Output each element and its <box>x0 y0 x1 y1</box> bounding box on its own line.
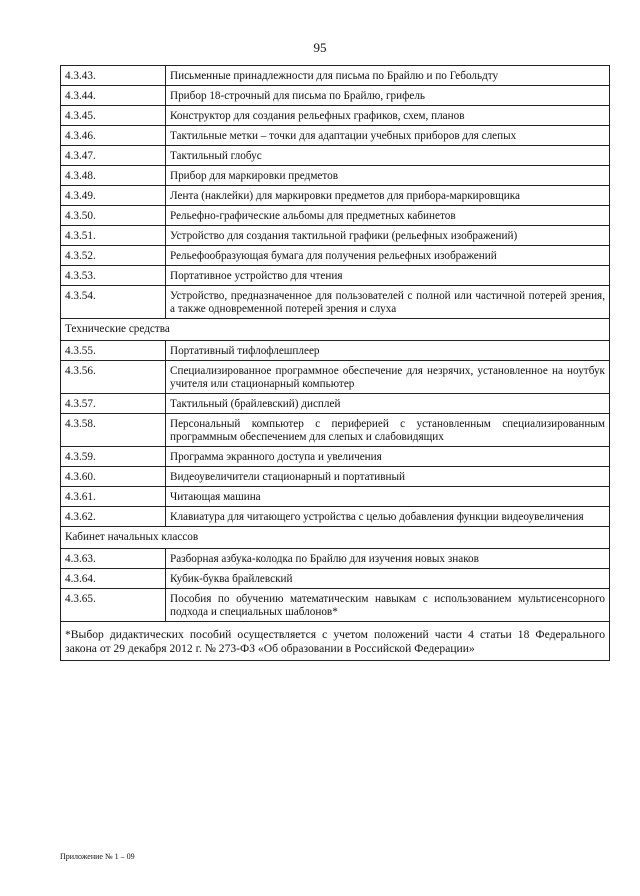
item-code: 4.3.49. <box>61 186 166 206</box>
item-description: Персональный компьютер с периферией с установленным специализированным программным обеспечением для слепых и слабовидящих <box>166 414 610 447</box>
table-row <box>61 226 610 246</box>
item-code: 4.3.63. <box>61 549 166 569</box>
table-row <box>61 246 610 266</box>
item-code: 4.3.59. <box>61 447 166 467</box>
item-description: Рельефно-графические альбомы для предметных кабинетов <box>166 206 610 226</box>
section-row <box>61 319 610 341</box>
table-row <box>61 447 610 467</box>
section-heading: Кабинет начальных классов <box>61 527 610 549</box>
table-row <box>61 341 610 361</box>
item-code: 4.3.44. <box>61 86 166 106</box>
item-description: Разборная азбука-колодка по Брайлю для изучения новых знаков <box>166 549 610 569</box>
item-code: 4.3.46. <box>61 126 166 146</box>
item-code: 4.3.56. <box>61 361 166 394</box>
table-row <box>61 126 610 146</box>
item-description: Клавиатура для читающего устройства с целью добавления функции видеоувеличения <box>166 507 610 527</box>
table-row <box>61 394 610 414</box>
item-code: 4.3.55. <box>61 341 166 361</box>
item-code: 4.3.57. <box>61 394 166 414</box>
item-code: 4.3.61. <box>61 487 166 507</box>
table-row <box>61 361 610 394</box>
item-code: 4.3.52. <box>61 246 166 266</box>
item-code: 4.3.47. <box>61 146 166 166</box>
item-code: 4.3.58. <box>61 414 166 447</box>
item-description: Лента (наклейки) для маркировки предметов для прибора-маркировщика <box>166 186 610 206</box>
equipment-table-body <box>61 66 610 622</box>
item-description: Читающая машина <box>166 487 610 507</box>
item-code: 4.3.60. <box>61 467 166 487</box>
item-description: Письменные принадлежности для письма по Брайлю и по Гебольдту <box>166 66 610 86</box>
item-description: Кубик-буква брайлевский <box>166 569 610 589</box>
item-description: Тактильные метки – точки для адаптации учебных приборов для слепых <box>166 126 610 146</box>
item-code: 4.3.64. <box>61 569 166 589</box>
item-description: Прибор 18-строчный для письма по Брайлю, грифель <box>166 86 610 106</box>
table-row <box>61 467 610 487</box>
item-description: Программа экранного доступа и увеличения <box>166 447 610 467</box>
table-row <box>61 206 610 226</box>
item-description: Устройство для создания тактильной графики (рельефных изображений) <box>166 226 610 246</box>
item-description: Рельефообразующая бумага для получения рельефных изображений <box>166 246 610 266</box>
table-row <box>61 569 610 589</box>
table-row <box>61 507 610 527</box>
table-row <box>61 166 610 186</box>
table-row <box>61 549 610 569</box>
item-description: Портативное устройство для чтения <box>166 266 610 286</box>
item-description: Пособия по обучению математическим навыкам с использованием мультисенсорного подхода и специальных шаблонов* <box>166 589 610 622</box>
table-row <box>61 414 610 447</box>
page-footer: Приложение № 1 – 09 <box>60 852 135 861</box>
item-code: 4.3.51. <box>61 226 166 246</box>
item-description: Тактильный (брайлевский) дисплей <box>166 394 610 414</box>
item-description: Видеоувеличители стационарный и портативный <box>166 467 610 487</box>
table-row <box>61 66 610 86</box>
equipment-table <box>60 65 610 661</box>
section-heading: Технические средства <box>61 319 610 341</box>
table-row <box>61 186 610 206</box>
item-description: Устройство, предназначенное для пользователей с полной или частичной потерей зрения, а также одновременной потерей зрения и слуха <box>166 286 610 319</box>
item-description: Специализированное программное обеспечение для незрячих, установленное на ноутбук учителя или стационарный компьютер <box>166 361 610 394</box>
table-row <box>61 487 610 507</box>
footnote: *Выбор дидактических пособий осуществляется с учетом положений части 4 статьи 18 Федерального закона от 29 декабря 2012 г. № 273-ФЗ «Об образовании в Российской Федерации» <box>61 622 610 661</box>
item-code: 4.3.43. <box>61 66 166 86</box>
table-row <box>61 589 610 622</box>
section-row <box>61 527 610 549</box>
item-description: Конструктор для создания рельефных графиков, схем, планов <box>166 106 610 126</box>
item-code: 4.3.53. <box>61 266 166 286</box>
table-row <box>61 86 610 106</box>
item-code: 4.3.45. <box>61 106 166 126</box>
item-code: 4.3.48. <box>61 166 166 186</box>
table-row <box>61 106 610 126</box>
item-description: Тактильный глобус <box>166 146 610 166</box>
item-code: 4.3.50. <box>61 206 166 226</box>
table-row <box>61 266 610 286</box>
item-code: 4.3.65. <box>61 589 166 622</box>
item-description: Портативный тифлофлешплеер <box>166 341 610 361</box>
table-row <box>61 286 610 319</box>
item-code: 4.3.54. <box>61 286 166 319</box>
table-row <box>61 146 610 166</box>
item-description: Прибор для маркировки предметов <box>166 166 610 186</box>
footnote-row <box>61 622 610 661</box>
page-number: 95 <box>313 40 327 55</box>
item-code: 4.3.62. <box>61 507 166 527</box>
